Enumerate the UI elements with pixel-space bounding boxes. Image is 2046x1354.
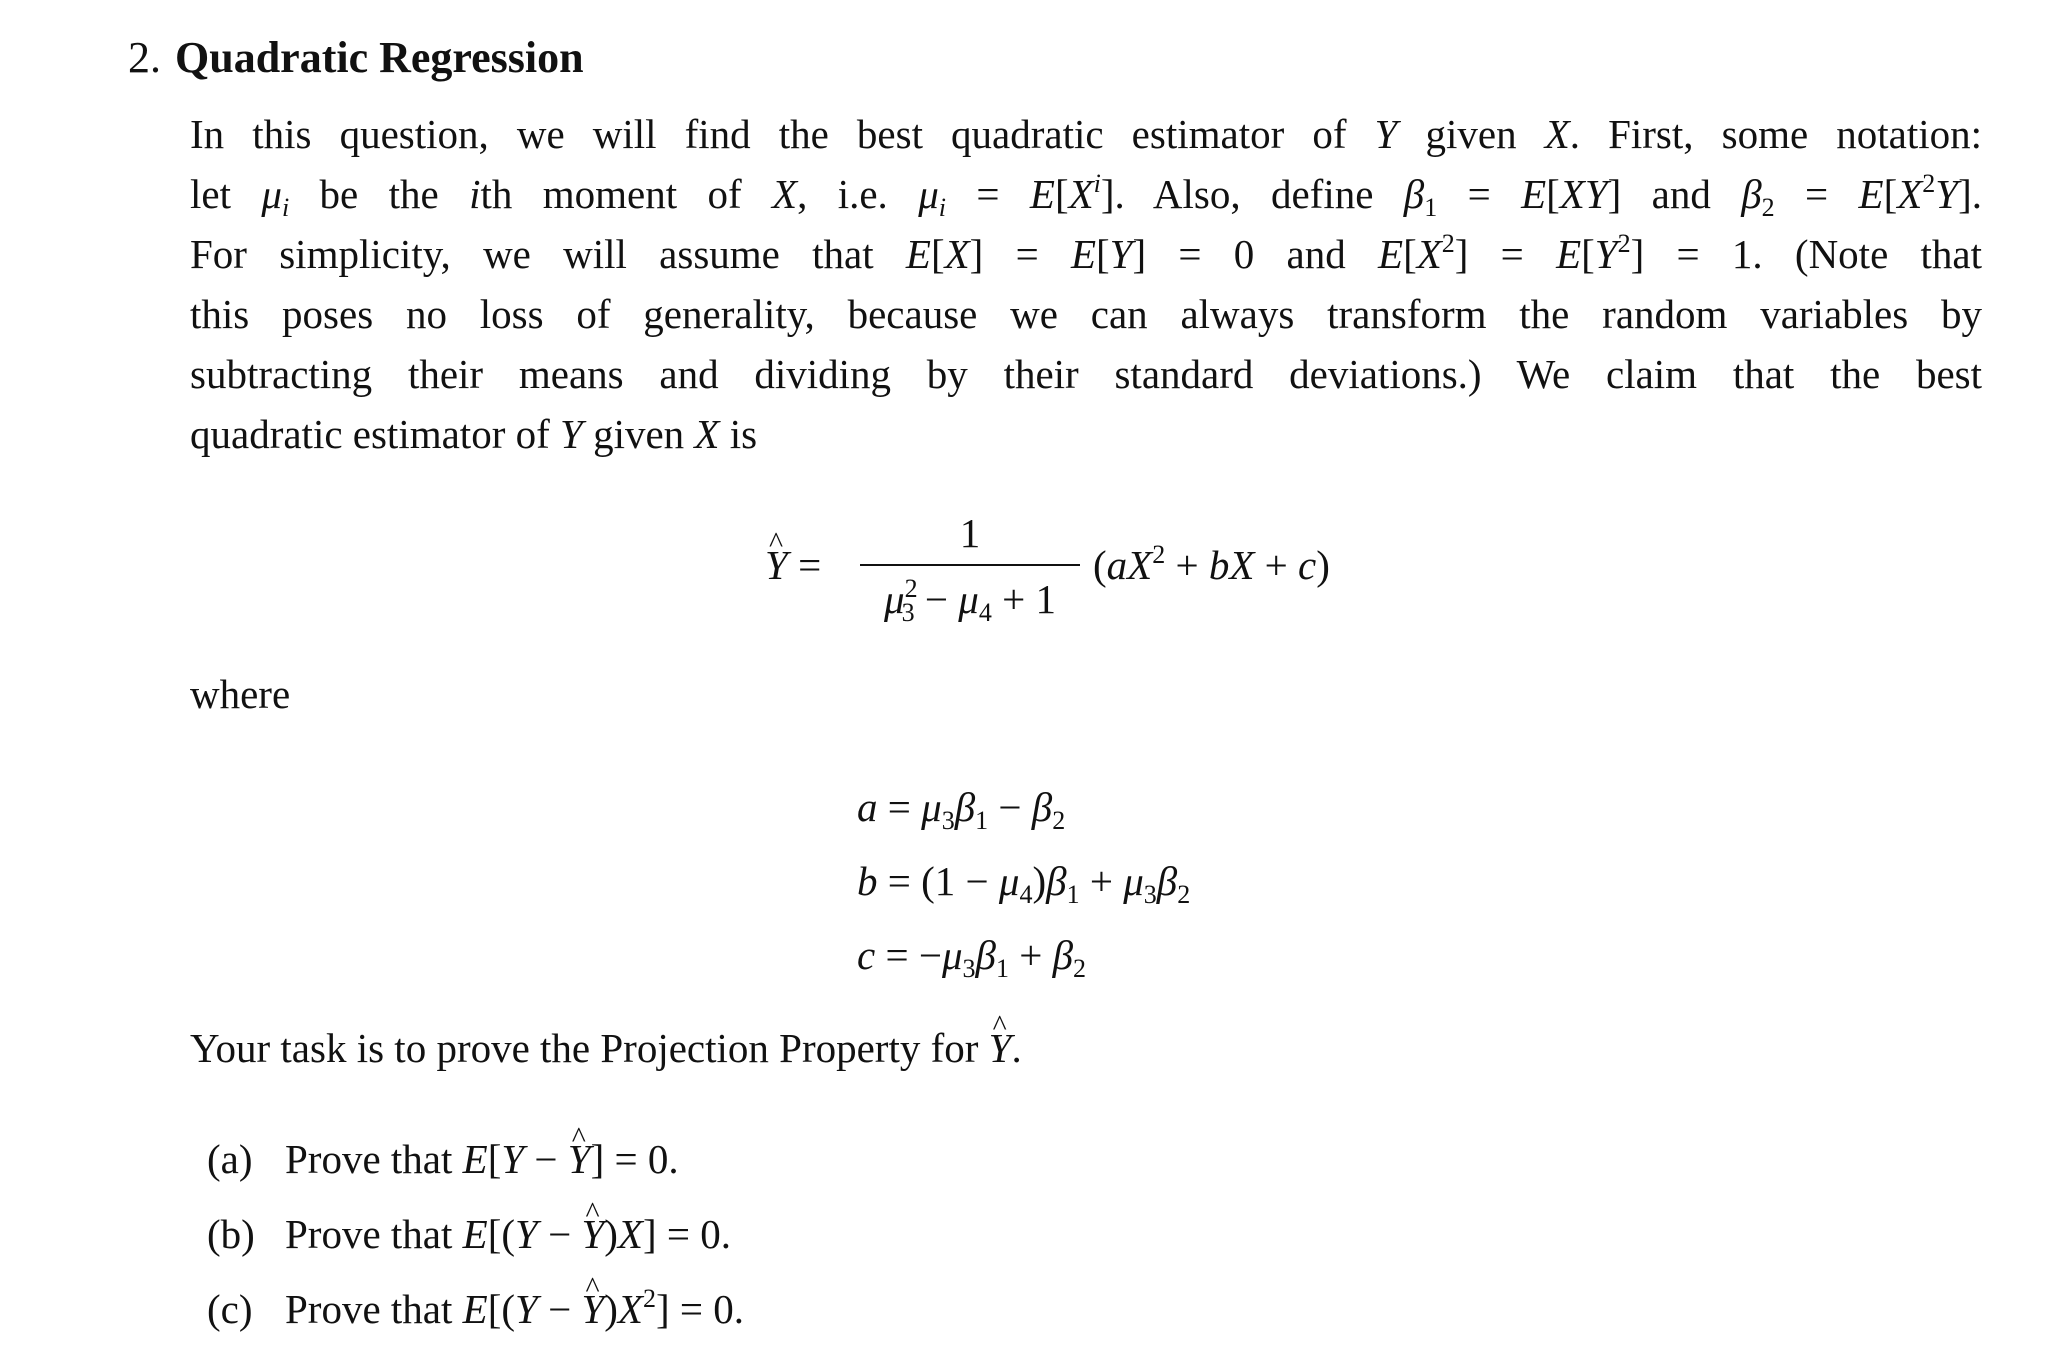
intro-line-6: quadratic estimator of Y given X is bbox=[190, 411, 758, 457]
y-hat-symbol: ^ Y bbox=[765, 540, 788, 590]
intro-paragraph bbox=[190, 104, 1982, 464]
intro-line-5: subtracting their means and dividing by their standard deviations.) We claim that the best bbox=[190, 351, 1982, 397]
equation-lhs: ^ Y = bbox=[765, 540, 821, 590]
part-a-label: (a) bbox=[207, 1136, 253, 1182]
part-a bbox=[207, 1122, 744, 1197]
section-title: Quadratic Regression bbox=[175, 33, 584, 82]
task-statement: Your task is to prove the Projection Property for ^ Y. bbox=[190, 1018, 1022, 1078]
parts-list bbox=[207, 1122, 744, 1347]
part-b-label: (b) bbox=[207, 1211, 255, 1257]
definition-a: $a = \mu_3\beta_1 - \beta_2$ bbox=[857, 784, 1066, 835]
coefficient-definitions bbox=[857, 770, 1190, 992]
part-a-text: Prove that E[Y − ^ Y] = 0. bbox=[285, 1136, 679, 1182]
definition-c: $c = -\mu_3\beta_1 + \beta_2$ bbox=[857, 932, 1087, 983]
part-c bbox=[207, 1272, 744, 1347]
part-b-text: Prove that E[(Y − ^ Y)X] = 0. bbox=[285, 1211, 731, 1257]
intro-line-2: let $\mu_i$ be the ith moment of X, i.e. $\mu_i = E[X^i]$. Also, define $\beta_1 = E[XY]$ and $\beta_2 = E[X^2Y]$. bbox=[190, 169, 1983, 222]
part-c-text: Prove that E[(Y − ^ $Y)X^2] = 0$. bbox=[285, 1286, 744, 1332]
part-b bbox=[207, 1197, 744, 1272]
intro-line-3: For simplicity, we will assume that E[X] = E[Y] = 0 and $E[X^2] = E[Y^2] = 1$. (Note that bbox=[190, 229, 1983, 277]
section-heading bbox=[128, 30, 584, 86]
definition-b: $b = (1 - \mu_4)\beta_1 + \mu_3\beta_2$ bbox=[857, 858, 1191, 909]
part-c-label: (c) bbox=[207, 1286, 253, 1332]
estimator-equation bbox=[765, 508, 1465, 638]
intro-line-1: In this question, we will find the best quadratic estimator of Y given X. First, some notation: bbox=[190, 111, 1983, 157]
intro-line-4: this poses no loss of generality, because we can always transform the random variables by bbox=[190, 291, 1982, 337]
fraction-numerator: 1 bbox=[959, 510, 981, 556]
fraction-denominator: $\mu^2_3 - \mu_4 + 1$ bbox=[884, 574, 1056, 627]
where-label: where bbox=[190, 671, 291, 717]
section-number: 2. bbox=[128, 33, 161, 82]
equation-fraction bbox=[860, 508, 1080, 638]
fraction-bar bbox=[860, 564, 1080, 566]
equation-rhs: ($aX^2$ + bX + c) bbox=[1093, 540, 1330, 588]
